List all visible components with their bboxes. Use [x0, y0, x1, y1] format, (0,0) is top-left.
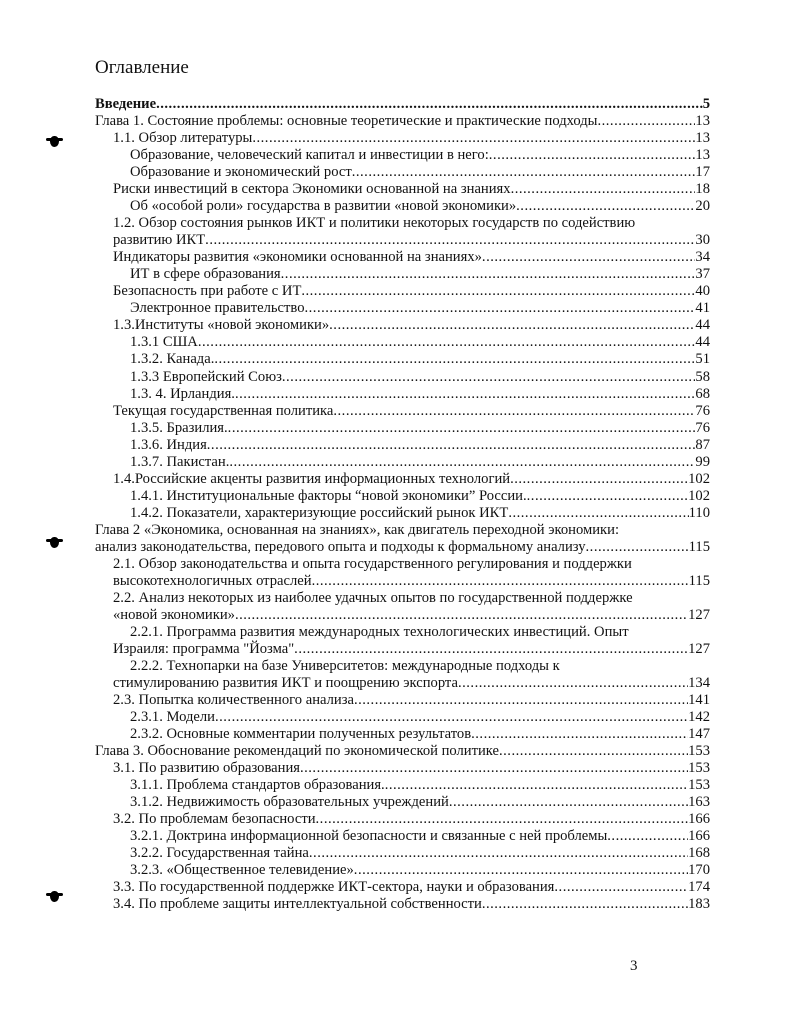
- toc-entry-title: 1.1. Обзор литературы: [113, 130, 253, 147]
- toc-entry-page: 13: [695, 113, 710, 130]
- binder-hole-mark-icon: [50, 537, 59, 548]
- toc-entry-title: Образование, человеческий капитал и инвестиции в него:: [130, 147, 489, 164]
- toc-entry[interactable]: [95, 164, 710, 181]
- toc-entry[interactable]: [95, 692, 710, 709]
- toc-entry[interactable]: [95, 317, 710, 334]
- toc-entry-title: Безопасность при работе с ИТ: [113, 283, 302, 300]
- toc-entry[interactable]: [95, 113, 710, 130]
- toc-entry[interactable]: [95, 522, 710, 556]
- toc-entry-page: 127: [688, 606, 710, 623]
- toc-entry-page: 18: [695, 181, 710, 198]
- toc-entry-title: 1.3.1 США: [130, 334, 198, 351]
- dot-leader: [597, 113, 695, 130]
- dot-leader: [316, 811, 689, 828]
- toc-entry[interactable]: [95, 794, 710, 811]
- toc-entry-page: 37: [695, 266, 710, 283]
- toc-entry-title: 1.4.1. Институциональные факторы “новой экономики” России.: [130, 487, 527, 504]
- toc-entry[interactable]: [95, 215, 710, 249]
- toc-entry-page: 115: [688, 538, 710, 555]
- toc-entry-title: Электронное правительство: [130, 300, 305, 317]
- toc-entry[interactable]: [95, 96, 710, 113]
- toc-entry-page: 58: [695, 368, 710, 385]
- toc-entry[interactable]: [95, 760, 710, 777]
- dot-leader: [354, 692, 688, 709]
- toc-entry-title: Текущая государственная политика: [113, 402, 334, 419]
- toc-entry-title: Израиля: программа "Йозма": [113, 641, 295, 657]
- dot-leader: [511, 181, 696, 198]
- dot-leader: [554, 879, 688, 896]
- toc-entry-title: Риски инвестиций в сектора Экономики основанной на знаниях: [113, 181, 511, 198]
- toc-entry-title: 3.1.1. Проблема стандартов образования.: [130, 777, 385, 794]
- toc-entry-title: 3.4. По проблеме защиты интеллектуальной собственности: [113, 896, 482, 913]
- dot-leader: [228, 420, 696, 437]
- toc-entry[interactable]: [95, 590, 710, 624]
- dot-leader: [281, 266, 696, 283]
- page-number: 3: [630, 958, 638, 974]
- toc-entry-title: анализ законодательства, передового опыта и подходы к формальному анализу: [95, 538, 586, 555]
- dot-leader: [229, 454, 695, 471]
- toc-entry-title: Об «особой роли» государства в развитии «новой экономики»: [130, 198, 517, 215]
- dot-leader: [508, 505, 688, 522]
- dot-leader: [305, 300, 696, 317]
- toc-entry-title: Глава 1. Состояние проблемы: основные теоретические и практические подходы: [95, 113, 598, 130]
- toc-entry[interactable]: [95, 403, 710, 420]
- dot-leader: [294, 641, 688, 658]
- table-of-contents: [95, 96, 710, 914]
- toc-entry-page: 68: [695, 385, 710, 402]
- dot-leader: [235, 607, 688, 624]
- dot-leader: [352, 164, 696, 181]
- toc-entry-page: 147: [688, 726, 710, 743]
- toc-entry[interactable]: [95, 471, 710, 488]
- dot-leader: [458, 675, 688, 692]
- toc-entry-title: 3.2.3. «Общественное телевидение»: [130, 862, 354, 879]
- toc-entry-title: 3.2. По проблемам безопасности: [113, 811, 316, 828]
- toc-entry-title: 3.2.1. Доктрина информационной безопасности и связанные с ней проблемы: [130, 828, 608, 845]
- toc-entry[interactable]: [95, 283, 710, 300]
- toc-entry-page: 102: [688, 470, 710, 487]
- toc-entry-title: 2.2.1. Программа развития международных технологических инвестиций. Опыт: [130, 623, 629, 640]
- toc-entry-title: Образование и экономический рост: [130, 164, 352, 181]
- toc-entry[interactable]: [95, 249, 710, 266]
- toc-entry-page: 115: [688, 572, 710, 589]
- toc-entry-title: Индикаторы развития «экономики основанной на знаниях»: [113, 249, 482, 266]
- dot-leader: [252, 130, 695, 147]
- dot-leader: [586, 539, 689, 556]
- toc-entry[interactable]: [95, 181, 710, 198]
- dot-leader: [309, 845, 688, 862]
- toc-entry-page: 166: [688, 811, 710, 828]
- toc-entry-title: Глава 3. Обоснование рекомендаций по экономической политике: [95, 743, 499, 760]
- toc-entry[interactable]: [95, 709, 710, 726]
- toc-entry-page: 127: [688, 641, 710, 657]
- toc-entry[interactable]: [95, 130, 710, 147]
- dot-leader: [282, 369, 696, 386]
- toc-entry-page: 141: [688, 692, 710, 709]
- binder-hole-mark-icon: [50, 891, 59, 902]
- toc-entry-page: 51: [695, 351, 710, 368]
- toc-entry-title: 2.2. Анализ некоторых из наиболее удачных опытов по государственной поддержке: [113, 589, 633, 606]
- dot-leader: [449, 794, 688, 811]
- dot-leader: [301, 283, 695, 300]
- toc-entry[interactable]: [95, 266, 710, 283]
- toc-entry-page: 183: [688, 896, 710, 913]
- toc-entry-title: 1.3.Институты «новой экономики»: [113, 317, 330, 334]
- toc-entry-title: 1.3.7. Пакистан.: [130, 453, 230, 470]
- toc-entry[interactable]: [95, 862, 710, 879]
- toc-entry-title: 3.2.2. Государственная тайна: [130, 845, 309, 862]
- toc-entry-title: ИТ в сфере образования: [130, 266, 281, 283]
- dot-leader: [354, 862, 688, 879]
- toc-entry-page: 110: [688, 504, 710, 521]
- dot-leader: [235, 386, 695, 403]
- toc-entry-page: 134: [688, 675, 710, 692]
- toc-entry[interactable]: [95, 300, 710, 317]
- toc-entry-page: 87: [695, 436, 710, 453]
- dot-leader: [198, 334, 696, 351]
- toc-entry-title: 1.3.2. Канада.: [130, 351, 215, 368]
- toc-entry-title: Введение: [95, 96, 157, 112]
- toc-entry[interactable]: [95, 420, 710, 437]
- toc-entry[interactable]: [95, 811, 710, 828]
- toc-entry-title: 2.3.1. Модели: [130, 709, 215, 726]
- toc-entry-page: 170: [688, 862, 710, 879]
- toc-entry-page: 40: [695, 283, 710, 300]
- toc-entry[interactable]: [95, 351, 710, 368]
- toc-entry-title: развитию ИКТ: [113, 232, 206, 249]
- dot-leader: [471, 726, 688, 743]
- toc-entry-page: 99: [695, 453, 710, 470]
- toc-entry-title: 1.3.6. Индия: [130, 436, 207, 453]
- toc-entry[interactable]: [95, 777, 710, 794]
- dot-leader: [214, 351, 695, 368]
- toc-entry-page: 17: [695, 164, 710, 181]
- toc-entry-title: высокотехнологичных отраслей: [113, 572, 312, 589]
- toc-entry-title: 3.1.2. Недвижимость образовательных учреждений: [130, 794, 449, 811]
- dot-leader: [215, 709, 688, 726]
- dot-leader: [482, 896, 688, 913]
- dot-leader: [482, 249, 695, 266]
- dot-leader: [489, 147, 696, 164]
- toc-entry-title: 2.1. Обзор законодательства и опыта государственного регулирования и поддержки: [113, 555, 632, 572]
- dot-leader: [312, 573, 689, 590]
- toc-entry-title: 3.3. По государственной поддержке ИКТ-сектора, науки и образования: [113, 879, 555, 896]
- toc-entry[interactable]: [95, 743, 710, 760]
- toc-entry-title: Глава 2 «Экономика, основанная на знаниях», как двигатель переходной экономики:: [95, 521, 620, 538]
- dot-leader: [499, 743, 688, 760]
- toc-entry[interactable]: [95, 896, 710, 913]
- dot-leader: [207, 437, 696, 454]
- dot-leader: [607, 828, 688, 845]
- toc-entry-page: 34: [695, 249, 710, 266]
- toc-entry-page: 76: [695, 419, 710, 436]
- toc-entry[interactable]: [95, 488, 710, 505]
- toc-entry-title: 2.2.2. Технопарки на базе Университетов: международные подходы к: [130, 658, 560, 675]
- toc-entry[interactable]: [95, 198, 710, 215]
- toc-entry-title: 1.4.2. Показатели, характеризующие российский рынок ИКТ: [130, 504, 509, 521]
- toc-entry[interactable]: [95, 726, 710, 743]
- toc-entry-page: 30: [695, 232, 710, 249]
- toc-entry-page: 163: [688, 794, 710, 811]
- toc-entry[interactable]: [95, 828, 710, 845]
- toc-entry-page: 168: [688, 845, 710, 862]
- toc-entry-title: 3.1. По развитию образования: [113, 760, 300, 777]
- toc-entry-page: 20: [695, 198, 710, 215]
- toc-entry[interactable]: [95, 147, 710, 164]
- toc-entry-title: 2.3.2. Основные комментарии полученных результатов: [130, 726, 472, 743]
- binder-hole-mark-icon: [50, 136, 59, 147]
- toc-entry-page: 76: [695, 402, 710, 419]
- dot-leader: [156, 96, 703, 113]
- toc-entry[interactable]: [95, 505, 710, 522]
- toc-entry-page: 153: [688, 777, 710, 794]
- toc-entry-page: 174: [688, 879, 710, 896]
- toc-entry[interactable]: [95, 624, 710, 658]
- toc-entry-page: 5: [702, 96, 710, 112]
- toc-entry-page: 102: [688, 487, 710, 504]
- toc-entry-title: 1.3. 4. Ирландия.: [130, 385, 235, 402]
- dot-leader: [300, 760, 688, 777]
- toc-entry[interactable]: [95, 454, 710, 471]
- toc-entry[interactable]: [95, 334, 710, 351]
- dot-leader: [516, 198, 695, 215]
- toc-entry-page: 13: [695, 147, 710, 164]
- toc-entry-page: 41: [695, 300, 710, 317]
- toc-entry-title: 1.3.3 Европейский Союз: [130, 368, 282, 385]
- toc-entry[interactable]: [95, 369, 710, 386]
- toc-entry-page: 142: [688, 709, 710, 726]
- toc-entry[interactable]: [95, 556, 710, 590]
- toc-entry-title: стимулированию развития ИКТ и поощрению экспорта: [113, 675, 458, 692]
- toc-entry[interactable]: [95, 437, 710, 454]
- toc-entry-page: 166: [688, 828, 710, 845]
- dot-leader: [385, 777, 688, 794]
- toc-entry-title: 1.2. Обзор состояния рынков ИКТ и политики некоторых государств по содействию: [113, 215, 636, 232]
- dot-leader: [329, 317, 695, 334]
- toc-entry-page: 153: [688, 743, 710, 760]
- dot-leader: [333, 403, 695, 420]
- dot-leader: [527, 488, 688, 505]
- toc-entry-page: 153: [688, 760, 710, 777]
- toc-entry[interactable]: [95, 879, 710, 896]
- toc-entry-page: 44: [695, 334, 710, 351]
- toc-entry[interactable]: [95, 845, 710, 862]
- toc-entry-page: 13: [695, 130, 710, 147]
- toc-entry-title: 1.4.Российские акценты развития информационных технологий: [113, 470, 511, 487]
- dot-leader: [205, 232, 695, 249]
- toc-entry-page: 44: [695, 317, 710, 334]
- toc-entry[interactable]: [95, 386, 710, 403]
- toc-entry-title: «новой экономики»: [113, 606, 235, 623]
- toc-title: Оглавление: [95, 57, 189, 78]
- toc-entry-title: 1.3.5. Бразилия.: [130, 419, 228, 436]
- toc-entry-title: 2.3. Попытка количественного анализа: [113, 692, 354, 709]
- toc-entry[interactable]: [95, 658, 710, 692]
- dot-leader: [510, 471, 688, 488]
